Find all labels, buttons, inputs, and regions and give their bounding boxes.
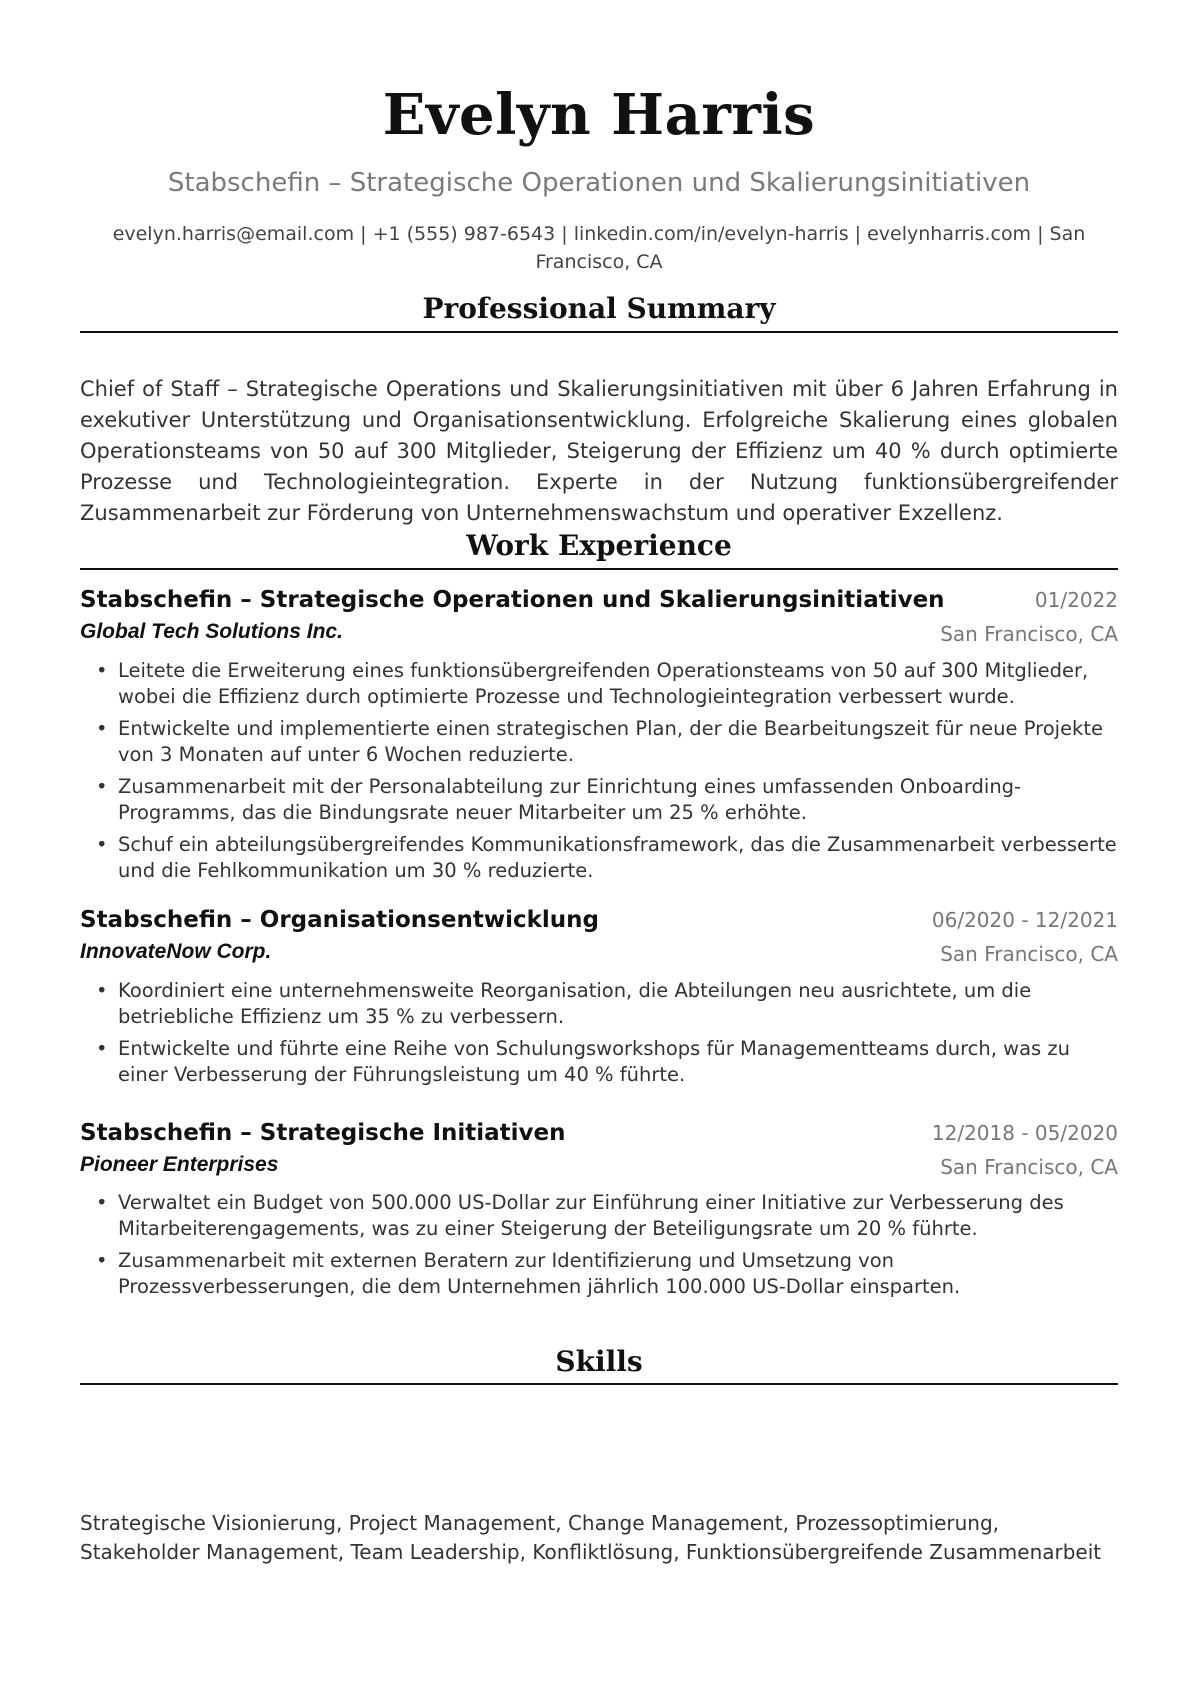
- job-date: 06/2020 - 12/2021: [931, 908, 1118, 932]
- job-bullets: [80, 658, 1118, 890]
- job-bullet: • Zusammenarbeit mit der Personalabteilung zur Einrichtung eines umfassenden Onboarding-Programms, das die Bindungsrate neuer Mitarbeiter um 25 % erhöhte.: [80, 774, 1118, 826]
- skills-text: Strategische Visionierung, Project Management, Change Management, Prozessoptimierung, Stakeholder Management, Team Leadership, Konfliktlösung, Funktionsübergreifende Zusammenarbeit: [80, 1511, 1102, 1564]
- summary-text: Chief of Staff – Strategische Operations und Skalierungsinitiativen mit über 6 Jahren Erfahrung in exekutiver Unterstützung und Organisationsentwicklung. Erfolgreiche Skalierung eines globalen Operationsteams von 50 auf 300 Mitglieder, Steigerung der Effizienz um 40 % durch optimierte Prozesse und Technologieintegration. Experte in der Nutzung funktionsübergreifender Zusammenarbeit zur Förderung von Unternehmenswachstum und operativer Exzellenz.: [80, 377, 1118, 525]
- job-bullet: • Schuf ein abteilungsübergreifendes Kommunikationsframework, das die Zusammenarbeit verbesserte und die Fehlkommunikation um 30 % reduzierte.: [80, 832, 1118, 884]
- job-bullet: • Leitete die Erweiterung eines funktionsübergreifenden Operationsteams von 50 auf 300 Mitglieder, wobei die Effizienz durch optimierte Prozesse und Technologieintegration verbessert wurde.: [80, 658, 1118, 710]
- job-company: Pioneer Enterprises: [80, 1153, 279, 1176]
- job-location: San Francisco, CA: [940, 1155, 1118, 1179]
- experience-heading: Work Experience: [466, 529, 732, 562]
- job-date: 12/2018 - 05/2020: [931, 1121, 1118, 1145]
- candidate-headline: Stabschefin – Strategische Operationen und Skalierungsinitiativen: [167, 168, 1031, 198]
- summary-divider: [80, 331, 1118, 333]
- skills-heading: Skills: [555, 1345, 643, 1378]
- summary-heading: Professional Summary: [422, 292, 776, 325]
- contact-line: evelyn.harris@email.com | +1 (555) 987-6543 | linkedin.com/in/evelyn-harris | evelynharris.com | San Francisco, CA: [112, 223, 1086, 273]
- candidate-name: Evelyn Harris: [382, 82, 816, 148]
- job-location: San Francisco, CA: [940, 942, 1118, 966]
- job-bullet: • Entwickelte und implementierte einen strategischen Plan, der die Bearbeitungszeit für neue Projekte von 3 Monaten auf unter 6 Wochen reduzierte.: [80, 716, 1118, 768]
- job-title: Stabschefin – Organisationsentwicklung: [80, 907, 599, 933]
- job-bullet: • Zusammenarbeit mit externen Beratern zur Identifizierung und Umsetzung von Prozessverbesserungen, die dem Unternehmen jährlich 100.000 US-Dollar einsparten.: [80, 1248, 1118, 1300]
- job-bullets: [80, 978, 1118, 1094]
- job-location: San Francisco, CA: [940, 622, 1118, 646]
- job-bullet: • Entwickelte und führte eine Reihe von Schulungsworkshops für Managementteams durch, was zu einer Verbesserung der Führungsleistung um 40 % führte.: [80, 1036, 1118, 1088]
- job-date: 01/2022: [1034, 588, 1118, 612]
- experience-divider: [80, 568, 1118, 570]
- job-bullet: • Koordiniert eine unternehmensweite Reorganisation, die Abteilungen neu ausrichtete, um die betriebliche Effizienz um 35 % zu verbessern.: [80, 978, 1118, 1030]
- job-bullet: • Verwaltet ein Budget von 500.000 US-Dollar zur Einführung einer Initiative zur Verbesserung des Mitarbeiterengagements, was zu einer Steigerung der Beteiligungsrate um 20 % führte.: [80, 1190, 1118, 1242]
- skills-divider: [80, 1383, 1118, 1385]
- job-title: Stabschefin – Strategische Initiativen: [80, 1120, 566, 1146]
- job-bullets: [80, 1190, 1118, 1306]
- job-company: InnovateNow Corp.: [80, 940, 272, 963]
- job-title: Stabschefin – Strategische Operationen und Skalierungsinitiativen: [80, 587, 945, 613]
- job-company: Global Tech Solutions Inc.: [80, 620, 343, 643]
